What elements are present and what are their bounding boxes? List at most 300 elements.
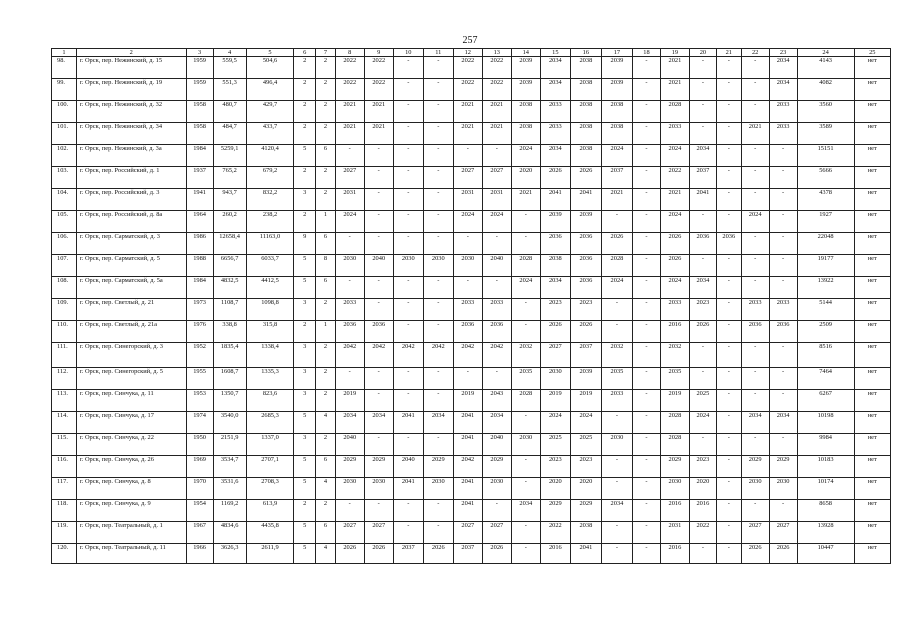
value-cell: -	[769, 434, 797, 456]
value-cell: 2027	[335, 167, 364, 189]
value-cell: 1959	[186, 57, 213, 79]
value-cell: -	[741, 390, 769, 412]
value-cell: 2030	[511, 434, 540, 456]
row-number-cell: 112.	[52, 368, 77, 390]
value-cell: 2026	[540, 321, 570, 343]
value-cell: 2030	[540, 368, 570, 390]
value-cell: 5666	[797, 167, 854, 189]
value-cell: 2027	[741, 522, 769, 544]
value-cell: -	[423, 167, 453, 189]
value-cell: 2033	[769, 123, 797, 145]
value-cell: -	[716, 390, 741, 412]
value-cell: 2026	[769, 544, 797, 564]
value-cell: 2025	[689, 390, 716, 412]
value-cell: 504,6	[246, 57, 294, 79]
value-cell: 2031	[335, 189, 364, 211]
address-cell: г. Орск, пер. Сарматский, д. 5а	[76, 277, 186, 299]
value-cell: 2019	[453, 390, 482, 412]
value-cell: 2029	[769, 456, 797, 478]
value-cell: 2	[316, 189, 336, 211]
value-cell: 2028	[511, 255, 540, 277]
value-cell: нет	[854, 79, 890, 101]
address-cell: г. Орск, пер. Российский, д. 1	[76, 167, 186, 189]
column-number: 20	[689, 49, 716, 57]
value-cell: 2021	[660, 57, 689, 79]
value-cell: -	[769, 277, 797, 299]
value-cell: 2024	[453, 211, 482, 233]
value-cell: 2030	[769, 478, 797, 500]
value-cell: 1337,0	[246, 434, 294, 456]
value-cell: -	[482, 500, 511, 522]
value-cell: 2707,1	[246, 456, 294, 478]
value-cell: -	[769, 145, 797, 167]
value-cell: -	[364, 145, 393, 167]
value-cell: 2041	[540, 189, 570, 211]
value-cell: 2029	[741, 456, 769, 478]
value-cell: -	[741, 189, 769, 211]
value-cell: 2036	[570, 277, 601, 299]
value-cell: 2022	[364, 79, 393, 101]
value-cell: 2039	[570, 368, 601, 390]
value-cell: 1098,8	[246, 299, 294, 321]
value-cell: -	[393, 79, 423, 101]
value-cell: нет	[854, 145, 890, 167]
value-cell: 1927	[797, 211, 854, 233]
value-cell: 5	[294, 544, 316, 564]
value-cell: 2019	[540, 390, 570, 412]
column-number: 10	[393, 49, 423, 57]
value-cell: нет	[854, 277, 890, 299]
address-cell: г. Орск, пер. Нежинский, д. 32	[76, 101, 186, 123]
value-cell: 1969	[186, 456, 213, 478]
table-row	[52, 79, 891, 101]
value-cell: 2042	[482, 343, 511, 368]
value-cell: 2	[316, 390, 336, 412]
table-row	[52, 390, 891, 412]
address-cell: г. Орск, пер. Сарматский, д. 3	[76, 233, 186, 255]
value-cell: 2	[294, 321, 316, 343]
value-cell: -	[393, 390, 423, 412]
value-cell: 5	[294, 145, 316, 167]
table-row	[52, 233, 891, 255]
value-cell: 4378	[797, 189, 854, 211]
value-cell: 2611,9	[246, 544, 294, 564]
column-number: 17	[601, 49, 632, 57]
value-cell: 1964	[186, 211, 213, 233]
value-cell: 1986	[186, 233, 213, 255]
table-row	[52, 500, 891, 522]
column-number: 1	[52, 49, 77, 57]
value-cell: 2038	[511, 123, 540, 145]
value-cell: -	[632, 500, 660, 522]
value-cell: 2021	[482, 123, 511, 145]
value-cell: 2039	[511, 79, 540, 101]
value-cell: 613,9	[246, 500, 294, 522]
value-cell: 2021	[364, 101, 393, 123]
value-cell: нет	[854, 390, 890, 412]
value-cell: 2030	[660, 478, 689, 500]
value-cell: -	[393, 145, 423, 167]
value-cell: 2	[294, 211, 316, 233]
column-number: 9	[364, 49, 393, 57]
value-cell: 1984	[186, 277, 213, 299]
value-cell: -	[393, 434, 423, 456]
value-cell: -	[632, 478, 660, 500]
value-cell: 2030	[393, 255, 423, 277]
value-cell: 3589	[797, 123, 854, 145]
value-cell: -	[364, 277, 393, 299]
value-cell: 2029	[482, 456, 511, 478]
table-row	[52, 522, 891, 544]
value-cell: 15151	[797, 145, 854, 167]
value-cell: 2027	[540, 343, 570, 368]
value-cell: 943,7	[213, 189, 246, 211]
value-cell: нет	[854, 255, 890, 277]
row-number-cell: 109.	[52, 299, 77, 321]
value-cell: 2041	[453, 412, 482, 434]
value-cell: 2019	[335, 390, 364, 412]
column-number: 6	[294, 49, 316, 57]
value-cell: 551,3	[213, 79, 246, 101]
value-cell: -	[423, 299, 453, 321]
value-cell: 2033	[660, 299, 689, 321]
value-cell: 1988	[186, 255, 213, 277]
value-cell: 1108,7	[213, 299, 246, 321]
value-cell: 2021	[335, 123, 364, 145]
value-cell: 2026	[364, 544, 393, 564]
value-cell: 10198	[797, 412, 854, 434]
value-cell: -	[689, 255, 716, 277]
value-cell: -	[741, 101, 769, 123]
value-cell: 5	[294, 478, 316, 500]
value-cell: -	[423, 211, 453, 233]
value-cell: 2024	[335, 211, 364, 233]
value-cell: 2026	[482, 544, 511, 564]
value-cell: -	[716, 145, 741, 167]
value-cell: 3	[294, 368, 316, 390]
value-cell: 2033	[660, 123, 689, 145]
row-number-cell: 115.	[52, 434, 77, 456]
value-cell: -	[769, 167, 797, 189]
column-number: 11	[423, 49, 453, 57]
value-cell: 496,4	[246, 79, 294, 101]
value-cell: 4120,4	[246, 145, 294, 167]
address-cell: г. Орск, пер. Российский, д. 3	[76, 189, 186, 211]
value-cell: 2038	[570, 522, 601, 544]
value-cell: 2041	[453, 500, 482, 522]
value-cell: 2025	[540, 434, 570, 456]
value-cell: 2	[316, 434, 336, 456]
value-cell: -	[632, 79, 660, 101]
value-cell: -	[716, 456, 741, 478]
value-cell: 2030	[423, 478, 453, 500]
value-cell: 1338,4	[246, 343, 294, 368]
value-cell: -	[423, 189, 453, 211]
page-number: 257	[462, 35, 478, 46]
value-cell: 2038	[601, 101, 632, 123]
value-cell: -	[511, 478, 540, 500]
value-cell: 1608,7	[213, 368, 246, 390]
value-cell: -	[335, 277, 364, 299]
value-cell: -	[423, 390, 453, 412]
value-cell: 1958	[186, 123, 213, 145]
value-cell: 2039	[601, 79, 632, 101]
value-cell: 2029	[570, 500, 601, 522]
value-cell: 2031	[660, 522, 689, 544]
value-cell: 2	[316, 123, 336, 145]
value-cell: 2020	[511, 167, 540, 189]
value-cell: 2039	[601, 57, 632, 79]
value-cell: -	[423, 79, 453, 101]
value-cell: 2033	[769, 299, 797, 321]
value-cell: 2036	[453, 321, 482, 343]
value-cell: 679,2	[246, 167, 294, 189]
value-cell: 2042	[364, 343, 393, 368]
value-cell: 2509	[797, 321, 854, 343]
value-cell: -	[632, 123, 660, 145]
value-cell: -	[769, 390, 797, 412]
value-cell: 2029	[364, 456, 393, 478]
value-cell: 2042	[453, 343, 482, 368]
value-cell: 4	[316, 544, 336, 564]
table-row	[52, 368, 891, 390]
value-cell: -	[601, 522, 632, 544]
value-cell: 2028	[660, 101, 689, 123]
value-cell: 2024	[660, 145, 689, 167]
column-number-row	[52, 49, 891, 57]
value-cell: -	[716, 478, 741, 500]
value-cell: -	[601, 456, 632, 478]
value-cell: 1966	[186, 544, 213, 564]
value-cell: 2019	[660, 390, 689, 412]
value-cell: -	[335, 368, 364, 390]
value-cell: 2042	[423, 343, 453, 368]
value-cell: 1974	[186, 412, 213, 434]
value-cell: 2026	[601, 233, 632, 255]
address-cell: г. Орск, пер. Театральный, д. 11	[76, 544, 186, 564]
value-cell: нет	[854, 233, 890, 255]
table-row	[52, 255, 891, 277]
value-cell: 2028	[660, 434, 689, 456]
value-cell: 1984	[186, 145, 213, 167]
value-cell: 1954	[186, 500, 213, 522]
value-cell: 6	[316, 456, 336, 478]
value-cell: 2034	[511, 500, 540, 522]
value-cell: -	[364, 189, 393, 211]
value-cell: 2041	[393, 478, 423, 500]
value-cell: 2024	[540, 412, 570, 434]
value-cell: 2034	[540, 57, 570, 79]
column-number: 12	[453, 49, 482, 57]
value-cell: 2021	[741, 123, 769, 145]
value-cell: -	[632, 145, 660, 167]
table-row	[52, 189, 891, 211]
value-cell: -	[601, 321, 632, 343]
value-cell: -	[423, 321, 453, 343]
table-row	[52, 211, 891, 233]
value-cell: 2022	[335, 79, 364, 101]
value-cell: 4143	[797, 57, 854, 79]
value-cell: 4435,8	[246, 522, 294, 544]
value-cell: -	[632, 167, 660, 189]
value-cell: 2038	[540, 255, 570, 277]
value-cell: 2028	[660, 412, 689, 434]
value-cell: 6	[316, 522, 336, 544]
value-cell: 2027	[482, 522, 511, 544]
address-cell: г. Орск, пер. Синчука, д. 17	[76, 412, 186, 434]
value-cell: 2024	[570, 412, 601, 434]
value-cell: -	[741, 57, 769, 79]
address-cell: г. Орск, пер. Театральный, д. 1	[76, 522, 186, 544]
value-cell: 2024	[511, 145, 540, 167]
address-cell: г. Орск, пер. Светлый, д. 21	[76, 299, 186, 321]
value-cell: 2023	[570, 456, 601, 478]
value-cell: 2022	[660, 167, 689, 189]
column-number: 4	[213, 49, 246, 57]
value-cell: 2039	[540, 211, 570, 233]
value-cell: 2022	[453, 79, 482, 101]
value-cell: -	[632, 101, 660, 123]
value-cell: 2026	[570, 321, 601, 343]
value-cell: 2021	[601, 189, 632, 211]
value-cell: -	[741, 343, 769, 368]
value-cell: 7464	[797, 368, 854, 390]
value-cell: 2034	[769, 57, 797, 79]
value-cell: нет	[854, 500, 890, 522]
row-number-cell: 113.	[52, 390, 77, 412]
value-cell: -	[453, 233, 482, 255]
column-number: 19	[660, 49, 689, 57]
table-row	[52, 123, 891, 145]
value-cell: 2034	[423, 412, 453, 434]
value-cell: -	[769, 255, 797, 277]
value-cell: 2030	[423, 255, 453, 277]
value-cell: 5	[294, 456, 316, 478]
value-cell: -	[423, 368, 453, 390]
value-cell: -	[364, 368, 393, 390]
value-cell: 2037	[393, 544, 423, 564]
value-cell: 2016	[540, 544, 570, 564]
address-cell: г. Орск, пер. Сарматский, д. 5	[76, 255, 186, 277]
value-cell: 3531,6	[213, 478, 246, 500]
value-cell: 2024	[660, 277, 689, 299]
value-cell: -	[364, 211, 393, 233]
value-cell: 2034	[689, 277, 716, 299]
address-cell: г. Орск, пер. Синчука, д. 26	[76, 456, 186, 478]
value-cell: 2021	[660, 79, 689, 101]
value-cell: -	[689, 101, 716, 123]
table-row	[52, 478, 891, 500]
value-cell: 2038	[570, 57, 601, 79]
value-cell: 5	[294, 412, 316, 434]
value-cell: -	[423, 145, 453, 167]
value-cell: 3534,7	[213, 456, 246, 478]
value-cell: -	[511, 233, 540, 255]
value-cell: -	[716, 211, 741, 233]
value-cell: 2021	[335, 101, 364, 123]
value-cell: 6267	[797, 390, 854, 412]
value-cell: -	[335, 145, 364, 167]
value-cell: 8	[316, 255, 336, 277]
value-cell: 6	[316, 277, 336, 299]
value-cell: 10447	[797, 544, 854, 564]
row-number-cell: 103.	[52, 167, 77, 189]
value-cell: 2024	[741, 211, 769, 233]
value-cell: -	[716, 277, 741, 299]
value-cell: 2034	[769, 79, 797, 101]
value-cell: -	[393, 299, 423, 321]
value-cell: 2036	[741, 321, 769, 343]
value-cell: 2042	[393, 343, 423, 368]
value-cell: 2028	[601, 255, 632, 277]
value-cell: 2026	[660, 255, 689, 277]
value-cell: -	[632, 233, 660, 255]
value-cell: 2151,9	[213, 434, 246, 456]
address-cell: г. Орск, пер. Синчука, д. 8	[76, 478, 186, 500]
value-cell: 1967	[186, 522, 213, 544]
value-cell: -	[601, 544, 632, 564]
value-cell: -	[393, 500, 423, 522]
value-cell: 823,6	[246, 390, 294, 412]
value-cell: 2031	[453, 189, 482, 211]
value-cell: нет	[854, 456, 890, 478]
value-cell: 2021	[482, 101, 511, 123]
table-row	[52, 277, 891, 299]
value-cell: 2033	[335, 299, 364, 321]
value-cell: 765,2	[213, 167, 246, 189]
value-cell: 2032	[511, 343, 540, 368]
value-cell: 6	[316, 145, 336, 167]
row-number-cell: 100.	[52, 101, 77, 123]
value-cell: -	[716, 255, 741, 277]
value-cell: -	[741, 79, 769, 101]
value-cell: 2	[294, 79, 316, 101]
value-cell: -	[482, 277, 511, 299]
value-cell: 2020	[689, 478, 716, 500]
value-cell: -	[423, 277, 453, 299]
value-cell: 2024	[601, 277, 632, 299]
value-cell: 2	[294, 101, 316, 123]
value-cell: 2016	[660, 544, 689, 564]
value-cell: 2027	[769, 522, 797, 544]
value-cell: нет	[854, 101, 890, 123]
value-cell: 832,2	[246, 189, 294, 211]
value-cell: 2030	[453, 255, 482, 277]
address-cell: г. Орск, пер. Синчука, д. 22	[76, 434, 186, 456]
value-cell: 2	[316, 79, 336, 101]
value-cell: 3	[294, 390, 316, 412]
value-cell: 2038	[570, 123, 601, 145]
value-cell: -	[601, 478, 632, 500]
value-cell: -	[632, 390, 660, 412]
table-row	[52, 412, 891, 434]
value-cell: -	[632, 211, 660, 233]
value-cell: 2036	[570, 233, 601, 255]
value-cell: 2033	[769, 101, 797, 123]
housing-repair-table	[51, 48, 891, 564]
value-cell: -	[716, 57, 741, 79]
value-cell: 2033	[540, 123, 570, 145]
value-cell: 2034	[540, 145, 570, 167]
table-row	[52, 544, 891, 564]
value-cell: 1973	[186, 299, 213, 321]
value-cell: нет	[854, 368, 890, 390]
column-number: 22	[741, 49, 769, 57]
value-cell: -	[423, 101, 453, 123]
column-number: 23	[769, 49, 797, 57]
column-number: 3	[186, 49, 213, 57]
value-cell: -	[741, 255, 769, 277]
